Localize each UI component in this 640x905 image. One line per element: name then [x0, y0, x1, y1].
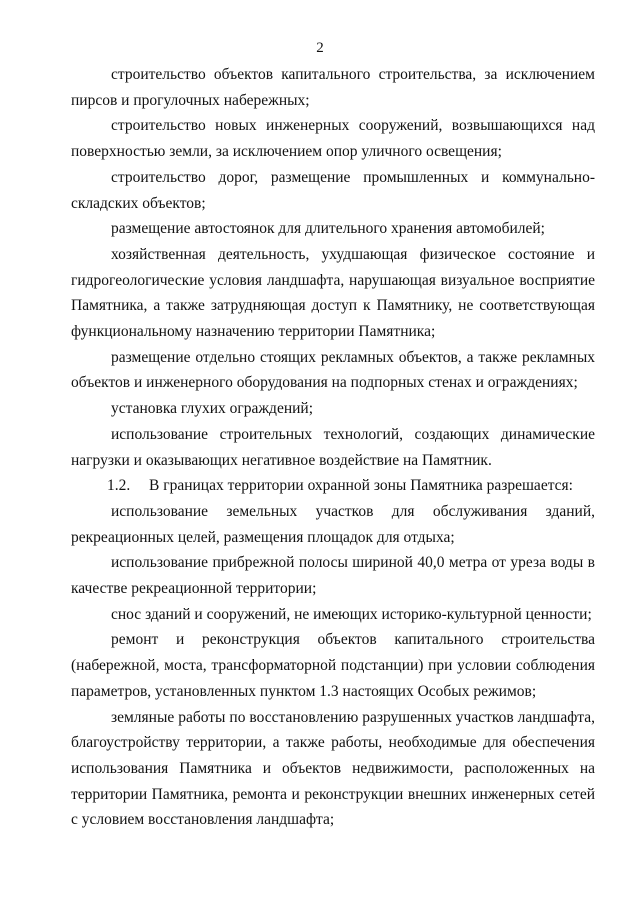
- prohibition-item: хозяйственная деятельность, ухудшающая физическое состояние и гидрогеологические условия ландшафта, нарушающая визуальное восприятие Памятника, а также затрудняющая доступ к Памятнику, не соответствующая функциональному назначению территории Памятника;: [71, 245, 595, 341]
- prohibition-item: размещение отдельно стоящих рекламных объектов, а также рекламных объектов и инженерного оборудования на подпорных стенах и ограждениях;: [71, 348, 595, 392]
- permission-item: использование прибрежной полосы шириной 40,0 метра от уреза воды в качестве рекреационной территории;: [71, 554, 595, 598]
- prohibition-item: использование строительных технологий, создающих динамические нагрузки и оказывающих негативное воздействие на Памятник.: [71, 425, 595, 469]
- document-body: [71, 62, 595, 833]
- permission-item: земляные работы по восстановлению разрушенных участков ландшафта, благоустройству территории, а также работы, необходимые для обеспечения использования Памятника и объектов недвижимости, расположенных на территории Памятника, ремонта и реконструкции внешних инженерных сетей с условием восстановления ландшафта;: [71, 708, 595, 829]
- prohibition-item: установка глухих ограждений;: [111, 400, 314, 418]
- prohibition-item: строительство дорог, размещение промышленных и коммунально-складских объектов;: [71, 168, 595, 212]
- section-heading: [71, 473, 595, 499]
- prohibition-item: размещение автостоянок для длительного хранения автомобилей;: [111, 220, 545, 238]
- prohibition-item: строительство новых инженерных сооружений, возвышающихся над поверхностью земли, за исключением опор уличного освещения;: [71, 117, 595, 161]
- permission-item: использование земельных участков для обслуживания зданий, рекреационных целей, размещения площадок для отдыха;: [71, 502, 595, 546]
- page-number: 2: [316, 40, 324, 56]
- section-text: В границах территории охранной зоны Памятника разрешается:: [149, 477, 573, 495]
- permission-item: снос зданий и сооружений, не имеющих историко-культурной ценности;: [111, 605, 592, 623]
- permission-item: ремонт и реконструкция объектов капитального строительства (набережной, моста, трансформаторной подстанции) при условии соблюдения параметров, установленных пунктом 1.3 настоящих Особых режимов;: [71, 631, 595, 700]
- section-number: 1.2.: [107, 477, 131, 495]
- prohibition-item: строительство объектов капитального строительства, за исключением пирсов и прогулочных набережных;: [71, 66, 595, 109]
